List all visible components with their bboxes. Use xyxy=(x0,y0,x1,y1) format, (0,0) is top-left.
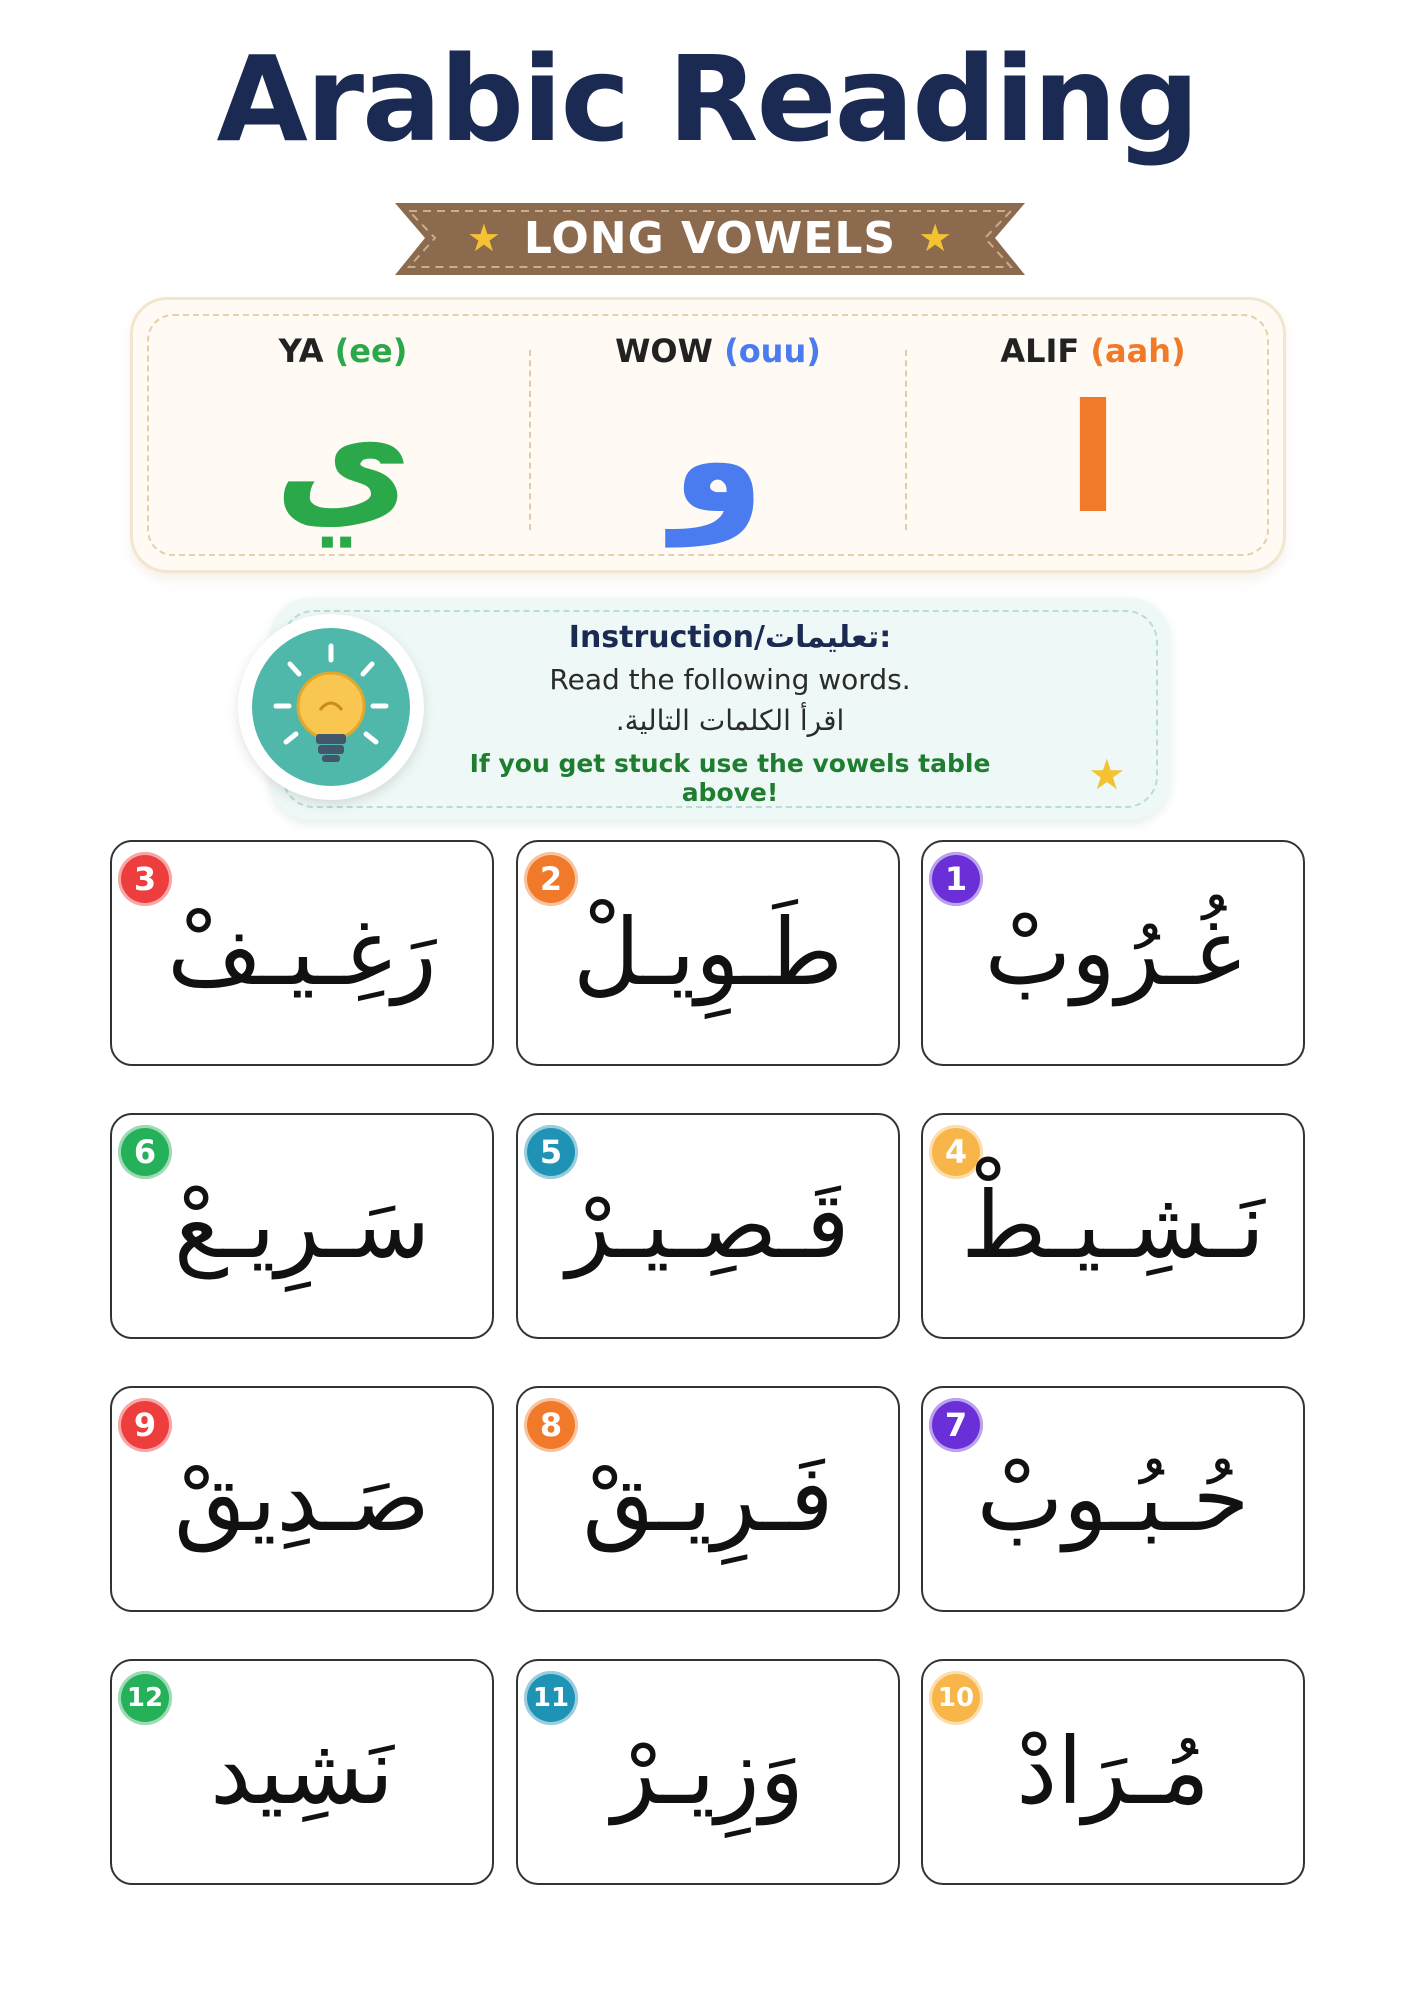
word-card xyxy=(110,1386,494,1612)
word-text: غُـرُوبْ xyxy=(984,899,1242,1006)
word-number: 1 xyxy=(929,852,983,906)
vowel-name: WOW xyxy=(615,332,713,370)
instruction-line-en: Read the following words. xyxy=(549,663,911,696)
word-text: سَـرِيـعْ xyxy=(173,1172,431,1279)
word-card xyxy=(921,1113,1305,1339)
word-text: حُـبُـوبْ xyxy=(976,1445,1250,1552)
vowels-table xyxy=(133,300,1283,570)
divider xyxy=(529,350,531,530)
vowel-sound: (aah) xyxy=(1090,332,1186,370)
word-text: وَزِيـرْ xyxy=(611,1718,805,1825)
vowel-ya xyxy=(158,300,528,570)
word-text: صَـدِيقْ xyxy=(174,1445,430,1552)
word-card xyxy=(110,840,494,1066)
word-card xyxy=(921,1386,1305,1612)
word-number: 6 xyxy=(118,1125,172,1179)
vowel-name: ALIF xyxy=(1000,332,1080,370)
instruction-line-ar: اقرأ الكلمات التالية. xyxy=(615,704,845,737)
lightbulb-badge xyxy=(238,614,424,800)
ribbon-label: LONG VOWELS xyxy=(523,212,897,264)
word-text: مُـرَادْ xyxy=(1016,1718,1210,1825)
page-title: Arabic Reading xyxy=(216,30,1198,168)
word-number: 10 xyxy=(929,1671,983,1725)
word-card xyxy=(516,840,900,1066)
vowel-alif xyxy=(908,300,1278,570)
word-card xyxy=(516,1386,900,1612)
word-number: 2 xyxy=(524,852,578,906)
word-card xyxy=(921,1659,1305,1885)
word-card xyxy=(516,1659,900,1885)
word-number: 11 xyxy=(524,1671,578,1725)
word-number: 12 xyxy=(118,1671,172,1725)
instruction-text xyxy=(440,604,1020,807)
word-number: 5 xyxy=(524,1125,578,1179)
word-text: نَـشِـيـطْ xyxy=(961,1172,1265,1279)
word-card xyxy=(110,1659,494,1885)
vowel-wow xyxy=(533,300,903,570)
vowel-letter: و xyxy=(671,373,765,547)
instruction-title: Instruction/تعليمات: xyxy=(568,620,892,655)
word-number: 3 xyxy=(118,852,172,906)
word-number: 9 xyxy=(118,1398,172,1452)
divider xyxy=(905,350,907,530)
vowel-letter: ا xyxy=(1067,373,1119,547)
star-icon: ★ xyxy=(466,216,502,260)
star-icon: ★ xyxy=(918,216,954,260)
word-text: طَـوِيـلْ xyxy=(573,899,843,1006)
word-number: 7 xyxy=(929,1398,983,1452)
vowel-letter: ي xyxy=(274,373,412,547)
word-text: نَشِيد xyxy=(210,1718,394,1825)
instruction-tip: If you get stuck use the vowels table above! xyxy=(469,749,991,807)
word-card xyxy=(516,1113,900,1339)
vowel-sound: (ee) xyxy=(334,332,408,370)
vowel-name: YA xyxy=(278,332,324,370)
word-text: قَـصِـيـرْ xyxy=(566,1172,850,1279)
star-icon: ★ xyxy=(1088,750,1126,799)
vowel-sound: (ouu) xyxy=(724,332,821,370)
word-text: فَـرِيـقْ xyxy=(582,1445,834,1552)
word-card xyxy=(110,1113,494,1339)
subtitle-ribbon xyxy=(395,195,1025,281)
word-number: 4 xyxy=(929,1125,983,1179)
word-number: 8 xyxy=(524,1398,578,1452)
word-card xyxy=(921,840,1305,1066)
word-text: رَغِـيـفْ xyxy=(167,899,437,1006)
lightbulb-icon xyxy=(238,614,424,800)
